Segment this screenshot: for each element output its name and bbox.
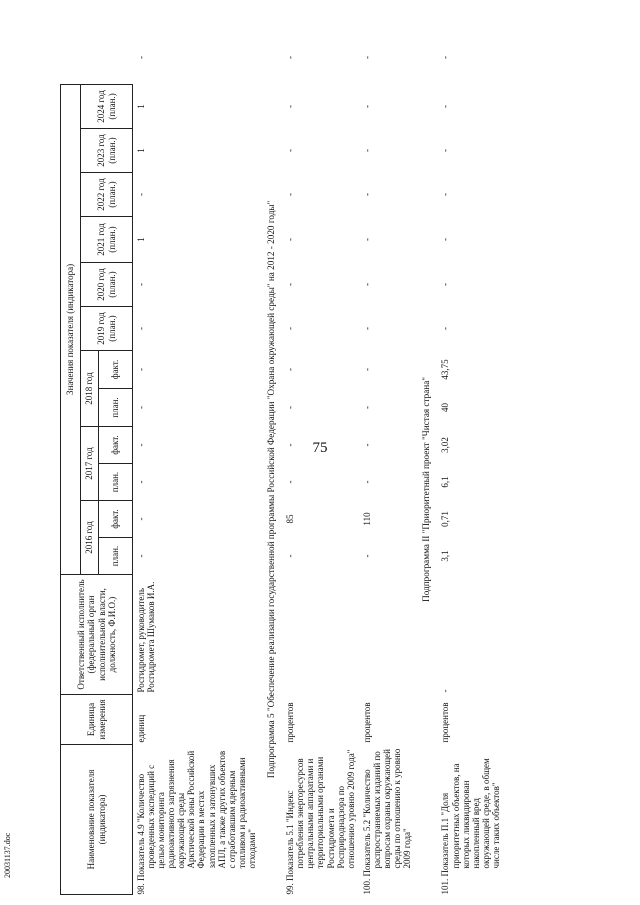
fact-2016-header: факт. [99,501,133,538]
value-cell: - [440,104,451,108]
table-row [437,31,503,895]
value-cell: - [136,368,146,371]
year-2020-header: 2020 год (план.) [81,263,133,307]
indicator-responsible: Росгидромет, руководитель Росгидромета Шумаков И.А. [136,581,157,693]
indicators-table [60,30,504,895]
subprogram-row [260,31,282,895]
indicator-name: 100. Показатель 5.2 "Количество распространяемых изданий по вопросам охраны окружающей среды по отношению к уровню 2009 года" [361,748,413,895]
value-cell: - [440,149,451,152]
plan-2016-header: план. [99,538,133,575]
value-cell: - [285,406,296,409]
value-cell: - [361,406,372,409]
value-cell: - [361,149,372,152]
value-cell: - [285,368,296,371]
value-cell: - [440,238,451,241]
subprogram-5-heading: Подпрограмма 5 "Обеспечение реализации государственной программы Российской Федерации "Охрана окружающей среды" на 2012 - 2020 годы" [265,200,276,779]
indicator-responsible: - [440,689,451,693]
value-cell: 6,1 [440,476,451,488]
value-cell: 0,71 [440,511,451,527]
indicator-responsible [359,575,415,695]
value-cell: - [136,443,146,447]
value-cell: - [285,149,296,152]
subprogram-row [415,31,437,895]
indicator-name: 98. Показатель 4.9 "Количество проведенных экспедиций с целью мониторинга радиоактивного загрязнения окружающей среды Арктической зоны Российской Федерации в местах затопленных и затонувших АПЛ, а также других объектов с отработавшим ядерным топливом и радиоактивными отходами" [136,750,257,895]
value-cell: - [361,55,372,59]
value-cell: - [285,283,296,286]
indicator-unit: процентов [440,702,451,743]
value-cell: 40 [440,403,451,412]
plan-2018-header: план. [99,389,133,427]
value-cell: - [361,368,372,371]
values-group-header: Значения показателя (индикатора) [61,84,81,574]
value-cell: - [285,327,296,330]
value-cell: 85 [285,514,296,524]
value-cell: - [361,283,372,286]
value-cell: - [136,327,146,330]
plan-2017-header: план. [99,464,133,501]
value-cell: - [361,443,372,447]
indicator-responsible [282,575,359,695]
value-cell: - [136,406,146,409]
file-label: 20031137.doc [3,832,12,878]
indicator-unit: процентов [285,702,296,743]
indicator-unit: единиц [136,714,146,743]
value-cell: - [361,104,372,108]
value-cell: - [285,55,296,59]
value-cell: - [136,480,146,484]
year-2023-header: 2023 год (план.) [81,129,133,173]
value-cell: 3,1 [440,550,451,562]
subprogram-ii-heading: Подпрограмма II "Приоритетный проект "Чистая страна" [421,376,432,602]
value-cell: - [136,283,146,286]
fact-2017-header: факт. [99,427,133,464]
value-cell: 110 [361,512,372,526]
value-cell: - [440,55,451,59]
fact-2018-header: факт. [99,351,133,389]
year-2018-header: 2018 год [81,351,99,427]
year-2019-header: 2019 год (план.) [81,307,133,351]
page-number: 75 [312,440,328,456]
value-cell: - [440,327,451,330]
value-cell: - [440,283,451,286]
value-cell: - [285,238,296,241]
value-cell: - [285,554,296,558]
value-cell: - [136,193,146,196]
value-cell: - [285,104,296,108]
table-row [359,31,415,895]
value-cell: - [361,193,372,196]
col-responsible-header: Ответственный исполнитель (федеральный орган исполнительной власти, должность, Ф.И.О.) [61,575,133,695]
value-cell: - [135,55,146,59]
year-2024-header: 2024 год (план.) [81,84,133,128]
year-2017-header: 2017 год [81,427,99,501]
value-cell: 3,02 [440,437,451,453]
value-cell: - [361,554,372,558]
value-cell: - [440,193,451,196]
value-cell: - [361,238,372,241]
year-2022-header: 2022 год (план.) [81,173,133,217]
value-cell: 1 [136,104,146,109]
rotated-table-container [60,30,565,895]
value-cell: - [361,327,372,330]
year-2021-header: 2021 год (план.) [81,217,133,263]
value-cell: - [136,554,146,558]
value-cell: - [285,193,296,196]
value-cell: - [361,480,372,484]
value-cell: 1 [136,237,146,242]
value-cell: - [285,443,296,447]
table-row [133,31,260,895]
year-2016-header: 2016 год [81,501,99,575]
table-header [61,31,133,895]
indicator-name: 99. Показатель 5.1 "Индекс потребления энергоресурсов центральными аппаратами и территориальными органами Росгидромета и Росприроднадзора по отношению уровню 2009 года" [285,749,356,895]
col-name-header: Наименование показателя (индикатора) [61,745,133,895]
value-cell: 43,75 [440,359,451,380]
col-unit-header: Единица измерения [61,695,133,745]
value-cell: - [136,517,146,521]
table-row [282,31,359,895]
indicator-name: 101. Показатель П.1 "Доля приоритетных объектов, на которых ликвидирован накопленный вред окружающей среде, в общем числе таких объектов" [440,758,501,895]
table-body [133,31,504,895]
value-cell: 1 [136,148,146,153]
indicator-unit: процентов [361,702,372,743]
value-cell: - [285,480,296,484]
